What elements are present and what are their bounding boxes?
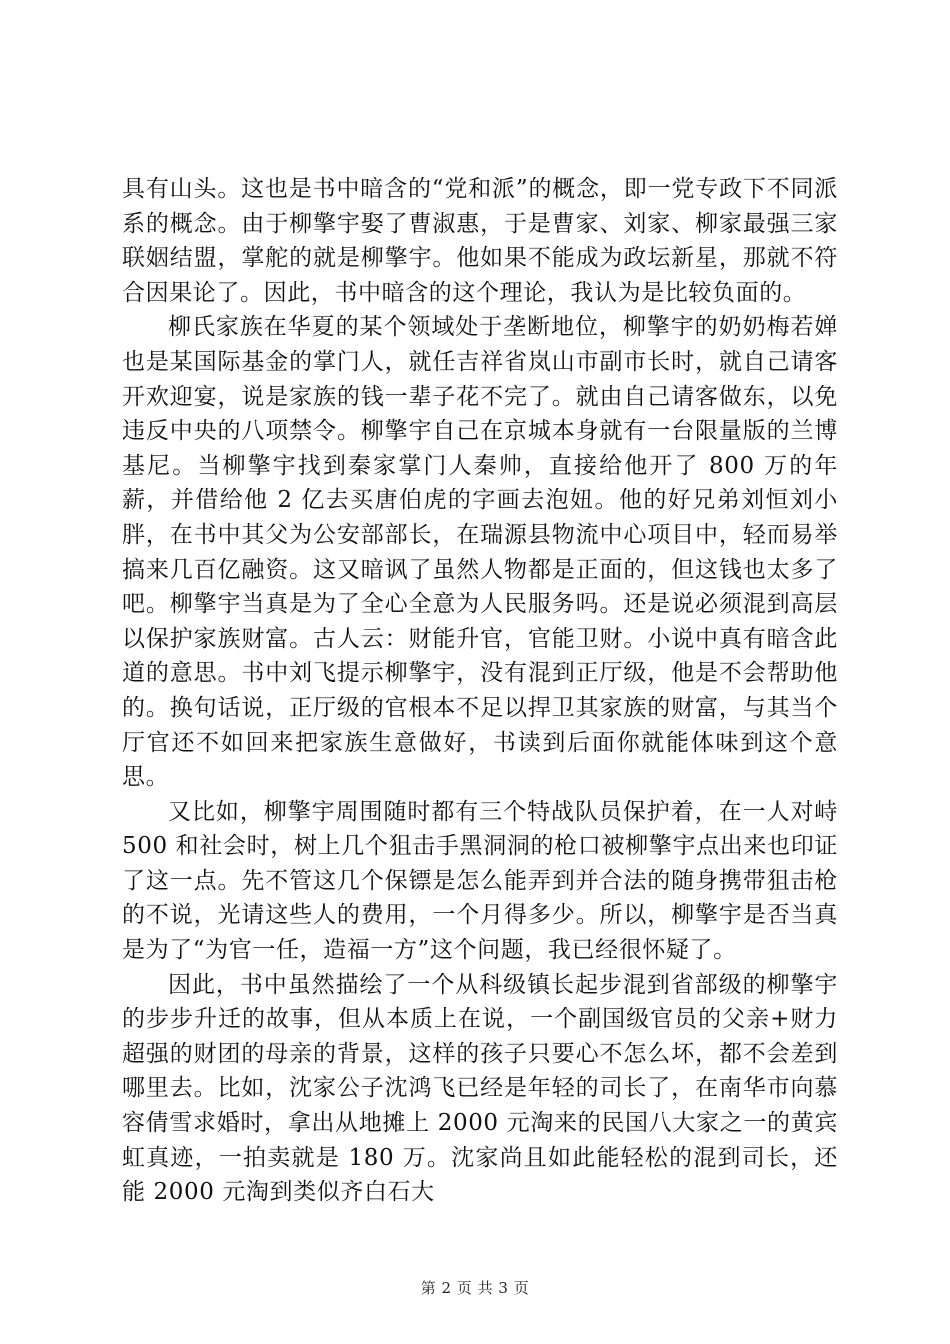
paragraph: 又比如，柳擎宇周围随时都有三个特战队员保护着，在一人对峙 500 和社会时，树上几个狙击手黑洞洞的枪口被柳擎宇点出来也印证了这一点。先不管这几个保镖是怎么能弄到并合法的随身携带狙击枪的不说，光请这些人的费用，一个月得多少。所以，柳擎宇是否当真是为了“为官一任，造福一方”这个问题，我已经很怀疑了。 <box>122 798 838 964</box>
paragraph: 因此，书中虽然描绘了一个从科级镇长起步混到省部级的柳擎宇的步步升迁的故事，但从本质上在说，一个副国级官员的父亲+财力超强的财团的母亲的背景，这样的孩子只要心不怎么坏，都不会差到哪里去。比如，沈家公子沈鸿飞已经是年轻的司长了，在南华市向慕容倩雪求婚时，拿出从地摊上 2000 元淘来的民国八大家之一的黄宾虹真迹，一拍卖就是 180 万。沈家尚且如此能轻松的混到司长，还能 2000 元淘到类似齐白石大 <box>122 971 838 1206</box>
paragraph-continued: 具有山头。这也是书中暗含的“党和派”的概念，即一党专政下不同派系的概念。由于柳擎宇娶了曹淑惠，于是曹家、刘家、柳家最强三家联姻结盟，掌舵的就是柳擎宇。他如果不能成为政坛新星，那就不符合因果论了。因此，书中暗含的这个理论，我认为是比较负面的。 <box>122 176 838 306</box>
page-footer: 第 2 页 共 3 页 <box>420 1279 530 1297</box>
document-body <box>122 172 838 1210</box>
paragraph: 柳氏家族在华夏的某个领域处于垄断地位，柳擎宇的奶奶梅若婵也是某国际基金的掌门人，就任吉祥省岚山市副市长时，就自己请客开欢迎宴，说是家族的钱一辈子花不完了。就由自己请客做东，以免违反中央的八项禁令。柳擎宇自己在京城本身就有一台限量版的兰博基尼。当柳擎宇找到秦家掌门人秦帅，直接给他开了 800 万的年薪，并借给他 2 亿去买唐伯虎的字画去泡妞。他的好兄弟刘恒刘小胖，在书中其父为公安部部长，在瑞源县物流中心项目中，轻而易举搞来几百亿融资。这又暗讽了虽然人物都是正面的，但这钱也太多了吧。柳擎宇当真是为了全心全意为人民服务吗。还是说必须混到高层以保护家族财富。古人云：财能升官，官能卫财。小说中真有暗含此道的意思。书中刘飞提示柳擎宇，没有混到正厅级，他是不会帮助他的。换句话说，正厅级的官根本不足以捍卫其家族的财富，与其当个厅官还不如回来把家族生意做好，书读到后面你就能体味到这个意思。 <box>122 314 838 791</box>
